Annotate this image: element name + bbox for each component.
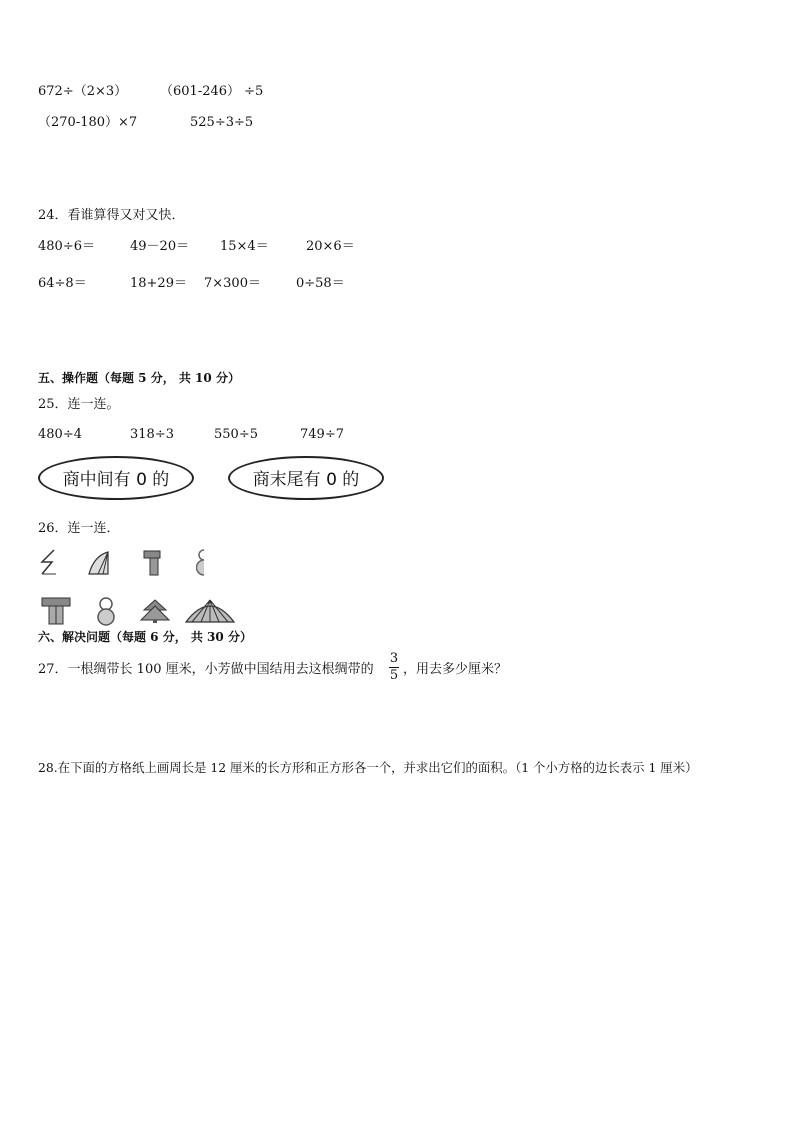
half-zigzag-icon xyxy=(38,548,60,576)
q25-division-item: 749÷7 xyxy=(300,427,344,442)
half-snowman-icon xyxy=(196,548,210,578)
question-27-text-before: 27．一根绸带长 100 厘米，小芳做中国结用去这根绸带的 xyxy=(38,662,374,677)
expression-2: （601-246） ÷5 xyxy=(160,84,264,99)
fraction-numerator: 3 xyxy=(389,651,399,666)
q25-division-item: 480÷4 xyxy=(38,427,82,442)
half-umbrella-icon xyxy=(86,550,112,576)
question-25-title: 25．连一连。 xyxy=(38,397,120,412)
q25-division-item: 550÷5 xyxy=(214,427,258,442)
q24-row2-item: 18+29＝ xyxy=(130,276,187,291)
question-24-title: 24．看谁算得又对又快． xyxy=(38,208,185,223)
house-icon xyxy=(40,596,72,626)
question-27-text-after: ，用去多少厘米？ xyxy=(403,662,508,677)
q25-division-item: 318÷3 xyxy=(130,427,174,442)
q24-row1-item: 15×4＝ xyxy=(220,239,269,254)
q24-row1-item: 20×6＝ xyxy=(306,239,355,254)
question-28-text: 28.在下面的方格纸上画周长是 12 厘米的长方形和正方形各一个，并求出它们的面积。（1 个小方格的边长表示 1 厘米） xyxy=(38,760,698,775)
snowman-icon xyxy=(95,596,117,626)
oval-label: 商中间有 0 的 xyxy=(62,470,170,490)
section-6-heading: 六、解决问题（每题 6 分， 共 30 分） xyxy=(38,630,252,644)
oval-label: 商末尾有 0 的 xyxy=(252,470,360,490)
expression-1: 672÷（2×3） xyxy=(38,84,128,99)
fraction xyxy=(386,652,402,683)
tree-icon xyxy=(139,598,171,624)
half-house-icon xyxy=(142,549,162,577)
oval-quotient-end-zero xyxy=(228,456,384,500)
expression-4: 525÷3÷5 xyxy=(190,115,254,130)
umbrella-icon xyxy=(184,598,236,624)
expression-3: （270-180）×7 xyxy=(38,115,138,130)
oval-quotient-middle-zero xyxy=(38,456,194,500)
q24-row2-item: 0÷58＝ xyxy=(296,276,345,291)
q24-row2-item: 64÷8＝ xyxy=(38,276,87,291)
q24-row1-item: 480÷6＝ xyxy=(38,239,95,254)
question-26-title: 26．连一连． xyxy=(38,521,120,536)
section-5-heading: 五、操作题（每题 5 分， 共 10 分） xyxy=(38,371,240,385)
q24-row2-item: 7×300＝ xyxy=(204,276,261,291)
q24-row1-item: 49－20＝ xyxy=(130,239,190,254)
fraction-denominator: 5 xyxy=(389,668,399,683)
